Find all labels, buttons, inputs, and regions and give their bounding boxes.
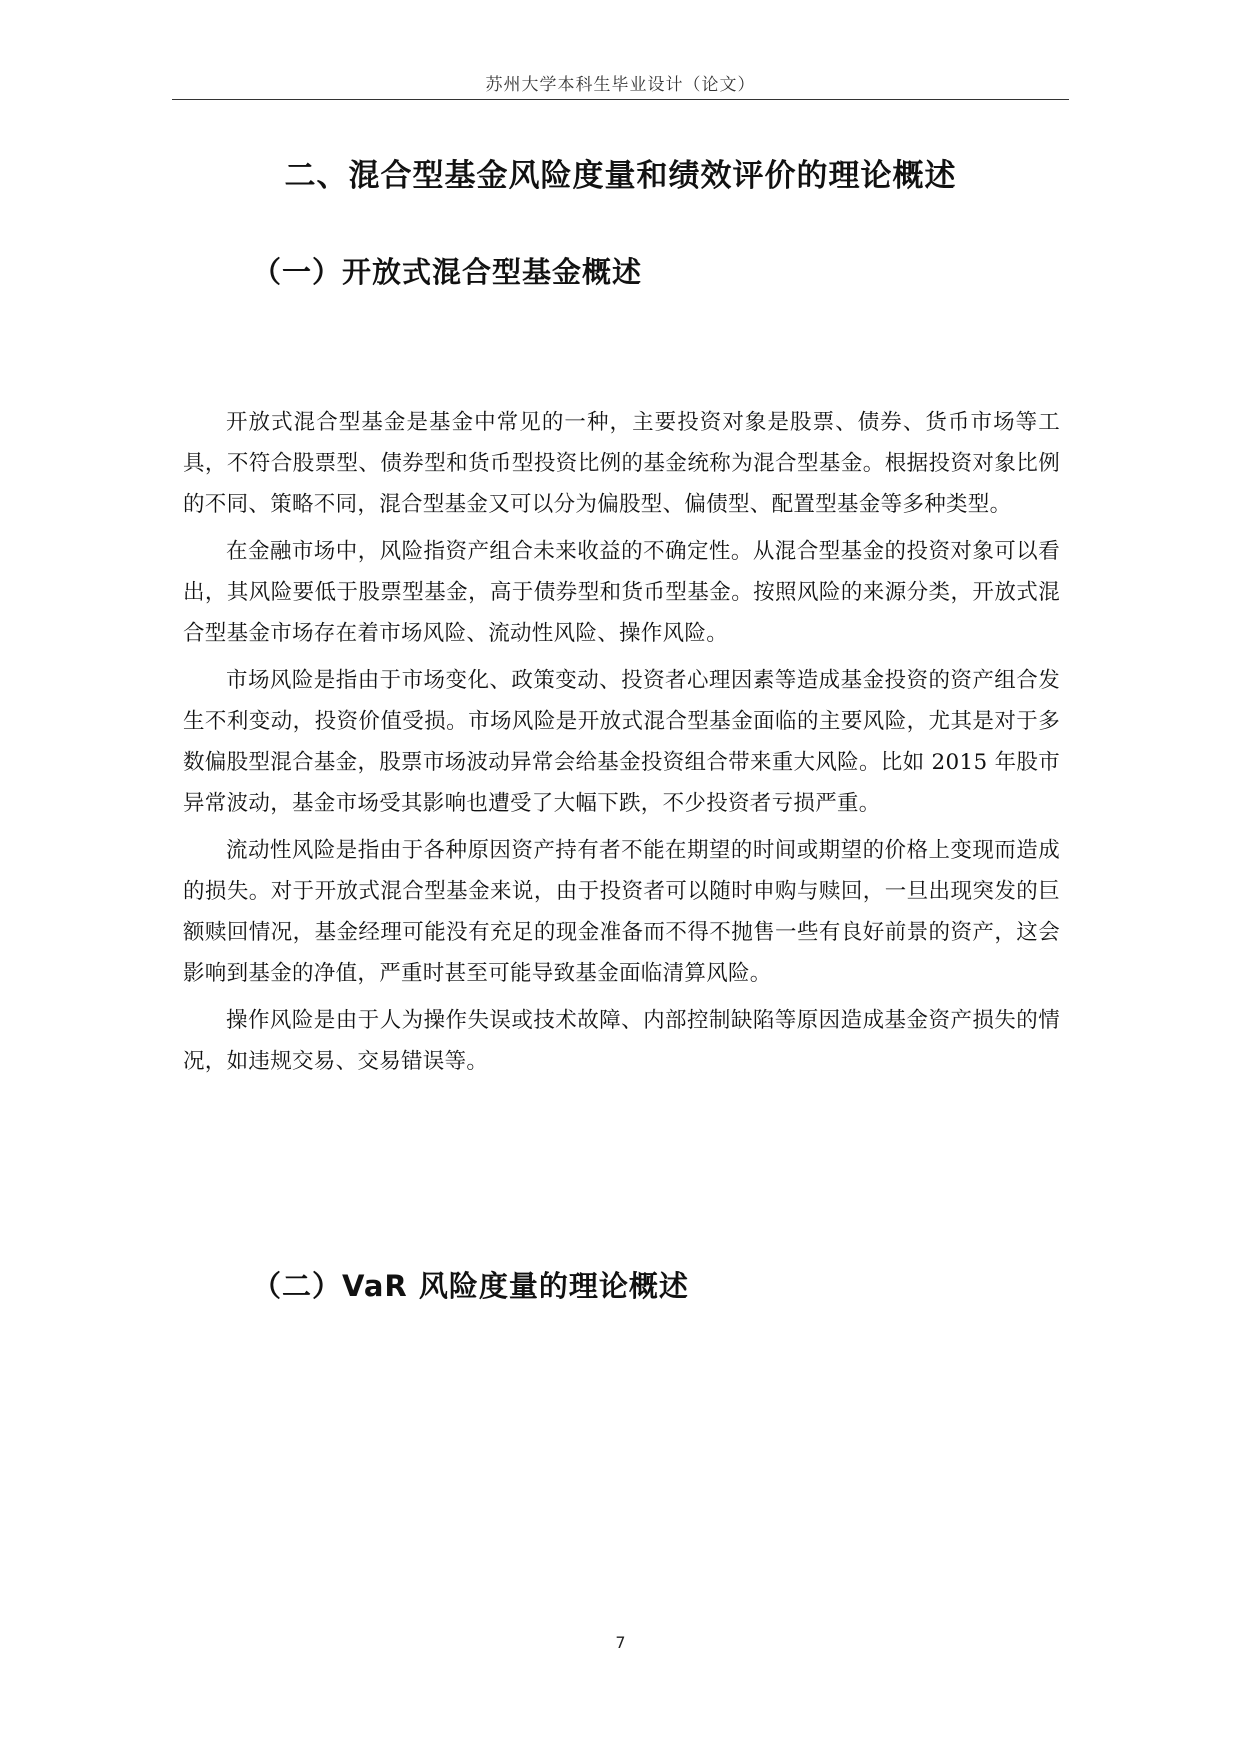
chapter-title: 二、混合型基金风险度量和绩效评价的理论概述 bbox=[284, 158, 957, 194]
body-text bbox=[183, 402, 1060, 1088]
page-number: 7 bbox=[615, 1633, 626, 1652]
paragraph: 在金融市场中，风险指资产组合未来收益的不确定性。从混合型基金的投资对象可以看出，其风险要低于股票型基金，高于债券型和货币型基金。按照风险的来源分类，开放式混合型基金市场存在着市场风险、流动性风险、操作风险。 bbox=[183, 539, 1060, 646]
section-title-1: （一）开放式混合型基金概述 bbox=[252, 255, 643, 289]
paragraph: 市场风险是指由于市场变化、政策变动、投资者心理因素等造成基金投资的资产组合发生不利变动，投资价值受损。市场风险是开放式混合型基金面临的主要风险，尤其是对于多数偏股型混合基金，股票市场波动异常会给基金投资组合带来重大风险。比如 2015 年股市异常波动，基金市场受其影响也遭受了大幅下跌，不少投资者亏损严重。 bbox=[183, 668, 1060, 816]
section-title-2: （二）VaR 风险度量的理论概述 bbox=[252, 1269, 689, 1303]
running-header: 苏州大学本科生毕业设计（论文） bbox=[485, 75, 756, 95]
paragraph: 流动性风险是指由于各种原因资产持有者不能在期望的时间或期望的价格上变现而造成的损失。对于开放式混合型基金来说，由于投资者可以随时申购与赎回，一旦出现突发的巨额赎回情况，基金经理可能没有充足的现金准备而不得不抛售一些有良好前景的资产，这会影响到基金的净值，严重时甚至可能导致基金面临清算风险。 bbox=[183, 838, 1060, 986]
paragraph: 开放式混合型基金是基金中常见的一种，主要投资对象是股票、债券、货币市场等工具，不符合股票型、债券型和货币型投资比例的基金统称为混合型基金。根据投资对象比例的不同、策略不同，混合型基金又可以分为偏股型、偏债型、配置型基金等多种类型。 bbox=[183, 410, 1060, 517]
header-divider bbox=[172, 99, 1069, 100]
paragraph: 操作风险是由于人为操作失误或技术故障、内部控制缺陷等原因造成基金资产损失的情况，如违规交易、交易错误等。 bbox=[183, 1008, 1060, 1074]
